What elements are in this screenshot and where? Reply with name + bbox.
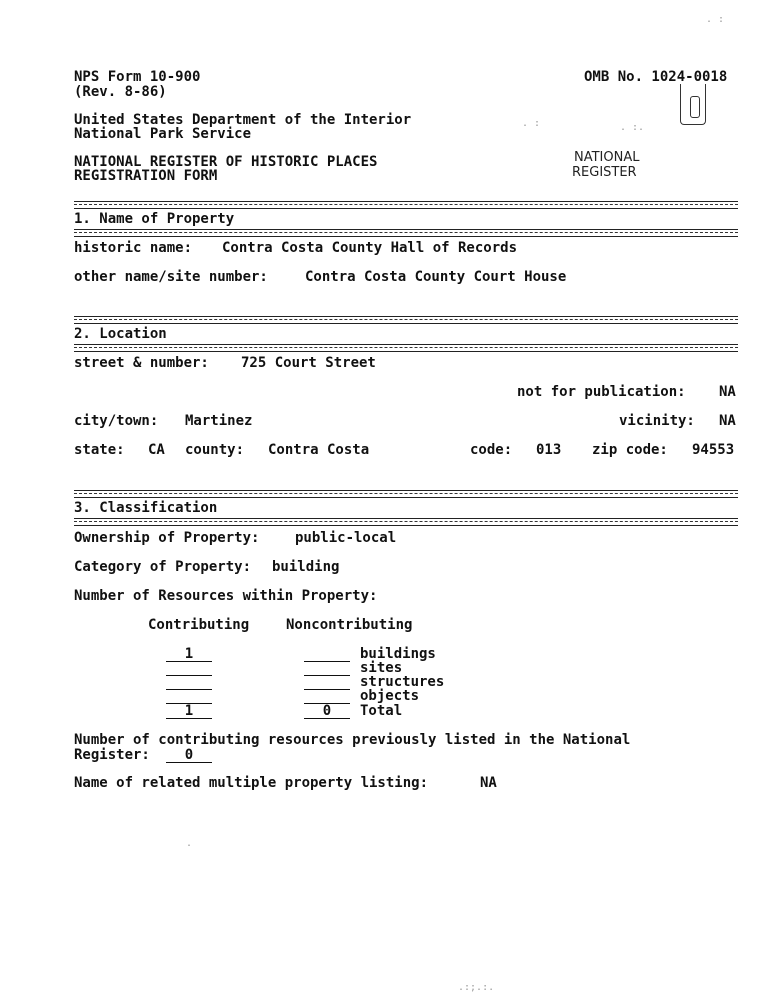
street-value: 725 Court Street [241, 355, 376, 371]
county-value: Contra Costa [268, 442, 370, 458]
form-revision: (Rev. 8-86) [74, 84, 167, 100]
city-value: Martinez [185, 413, 253, 429]
contributing-blank [166, 661, 212, 676]
section-divider [74, 316, 738, 324]
section-2-heading: 2. Location [74, 326, 167, 342]
not-for-publication-value: NA [719, 384, 736, 400]
state-label: state: [74, 442, 125, 458]
noncontributing-blank [304, 689, 350, 704]
city-label: city/town: [74, 413, 159, 429]
section-1-heading: 1. Name of Property [74, 211, 235, 227]
form-title: NATIONAL REGISTER OF HISTORIC PLACES [74, 154, 378, 170]
scan-speck-icon: . : [706, 14, 725, 25]
resource-type-label: sites [360, 660, 403, 676]
zip-code-label: zip code: [592, 442, 668, 458]
previously-listed-text: Number of contributing resources previously listed in the National [74, 732, 631, 748]
section-divider [74, 201, 738, 209]
service-name: National Park Service [74, 126, 252, 142]
vicinity-value: NA [719, 413, 736, 429]
scan-speck-icon: . [186, 838, 193, 849]
historic-name-value: Contra Costa County Hall of Records [222, 240, 518, 256]
stamp-line-2: REGISTER [572, 165, 637, 180]
omb-number: OMB No. 1024-0018 [584, 69, 728, 85]
multiple-listing-label: Name of related multiple property listing: [74, 775, 429, 791]
noncontributing-blank [304, 704, 350, 719]
ownership-label: Ownership of Property: [74, 530, 260, 546]
contributing-blank [166, 647, 212, 662]
vicinity-label: vicinity: [619, 413, 695, 429]
zip-code-value: 94553 [692, 442, 735, 458]
resource-type-label: Total [360, 703, 403, 719]
section-divider [74, 518, 738, 526]
noncontributing-count: 0 [322, 703, 332, 719]
contributing-column-header: Contributing [148, 617, 250, 633]
code-label: code: [470, 442, 513, 458]
street-label: street & number: [74, 355, 209, 371]
form-subtitle: REGISTRATION FORM [74, 168, 218, 184]
section-divider [74, 344, 738, 352]
previously-listed-value: 0 [184, 747, 194, 763]
historic-name-label: historic name: [74, 240, 193, 256]
section-divider [74, 229, 738, 237]
previously-listed-blank [166, 748, 212, 763]
noncontributing-blank [304, 675, 350, 690]
contributing-count: 1 [184, 646, 194, 662]
resources-label: Number of Resources within Property: [74, 588, 378, 604]
state-value: CA [148, 442, 165, 458]
resource-type-label: buildings [360, 646, 436, 662]
stamp-line-1: NATIONAL [574, 150, 640, 165]
contributing-blank [166, 704, 212, 719]
multiple-listing-value: NA [480, 775, 497, 791]
section-3-heading: 3. Classification [74, 500, 218, 516]
stamp-smudge-icon: . : [522, 118, 541, 129]
stamp-smudge-icon: . :. [620, 122, 645, 133]
contributing-count: 1 [184, 703, 194, 719]
other-name-label: other name/site number: [74, 269, 268, 285]
contributing-blank [166, 675, 212, 690]
not-for-publication-label: not for publication: [517, 384, 686, 400]
noncontributing-blank [304, 661, 350, 676]
county-label: county: [185, 442, 245, 458]
stamp-inner-mark-icon [690, 96, 700, 118]
other-name-value: Contra Costa County Court House [305, 269, 567, 285]
previously-listed-label: Register: [74, 747, 150, 763]
code-value: 013 [536, 442, 562, 458]
category-label: Category of Property: [74, 559, 252, 575]
section-divider [74, 490, 738, 498]
contributing-blank [166, 689, 212, 704]
noncontributing-column-header: Noncontributing [286, 617, 413, 633]
department-name: United States Department of the Interior [74, 112, 412, 128]
ownership-value: public-local [295, 530, 397, 546]
noncontributing-blank [304, 647, 350, 662]
form-number: NPS Form 10-900 [74, 69, 201, 85]
category-value: building [272, 559, 340, 575]
resource-type-label: structures [360, 674, 445, 690]
resource-type-label: objects [360, 688, 420, 704]
scan-speck-icon: .:;.:. [458, 982, 495, 993]
